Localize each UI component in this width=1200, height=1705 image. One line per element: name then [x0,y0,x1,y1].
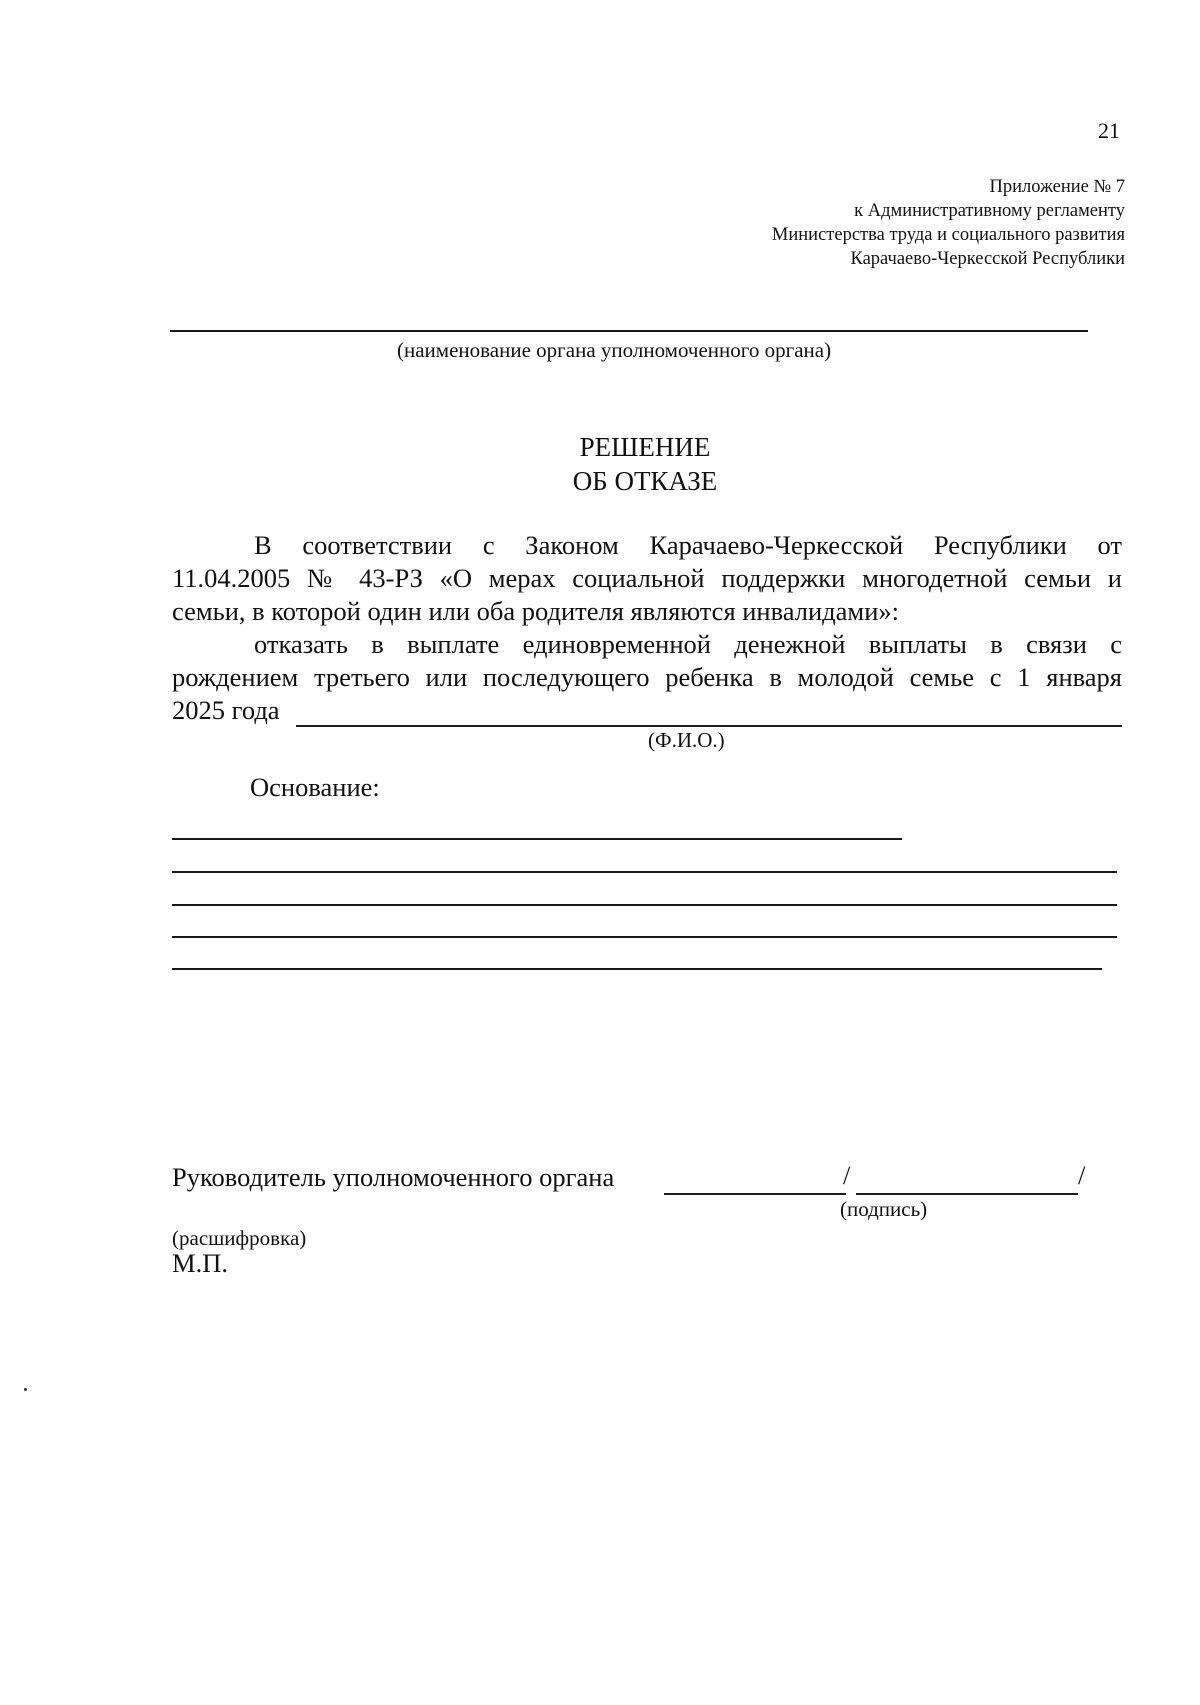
signature-line [664,1193,846,1195]
paragraph1-line-3: семьи, в которой один или оба родителя являются инвалидами»: [172,596,899,626]
paragraph2-line-1: отказать в выплате единовременной денежной выплаты в связи с [254,629,1122,659]
basis-label: Основание: [250,772,380,802]
appendix-line-3: Министерства труда и социального развития [771,225,1125,245]
basis-line-3 [172,904,1117,906]
paragraph1-line-2: 11.04.2005 № 43-РЗ «О мерах социальной поддержки многодетной семьи и [172,563,1122,593]
paragraph-decision [172,628,1122,727]
title-line-1: РЕШЕНИЕ [579,432,711,462]
decoding-line [856,1193,1078,1195]
authority-caption: (наименование органа уполномоченного органа) [397,338,832,362]
basis-line-2 [172,871,1117,873]
paragraph1-line-1: В соответствии с Законом Карачаево-Черкесской Республики от [254,530,1122,560]
document-title [0,430,1200,498]
authority-name-line [170,330,1088,332]
signature-slash-left: / [843,1160,851,1190]
basis-line-4 [172,936,1117,938]
paragraph2-line-2: рождением третьего или последующего ребенка в молодой семье с 1 января [172,662,1122,692]
page-number: 21 [1098,118,1120,143]
signature-slash-right: / [1078,1160,1086,1190]
scan-speck [24,1388,27,1391]
appendix-line-4: Карачаево-Черкесской Республики [850,249,1125,269]
basis-line-1 [172,838,902,840]
paragraph-legal-basis [172,529,1122,628]
appendix-header [772,175,1125,271]
signature-caption: (подпись) [840,1197,928,1221]
appendix-line-2: к Административному регламенту [854,201,1125,221]
title-line-2: ОБ ОТКАЗЕ [572,466,718,496]
paragraph2-line-3: 2025 года [172,695,280,725]
fio-line [296,725,1122,727]
basis-line-5 [172,968,1102,970]
stamp-label: М.П. [172,1248,228,1278]
appendix-line-1: Приложение № 7 [989,177,1125,197]
signer-label: Руководитель уполномоченного органа [172,1162,615,1192]
decoding-caption: (расшифровка) [172,1226,307,1250]
fio-caption: (Ф.И.О.) [648,728,725,752]
